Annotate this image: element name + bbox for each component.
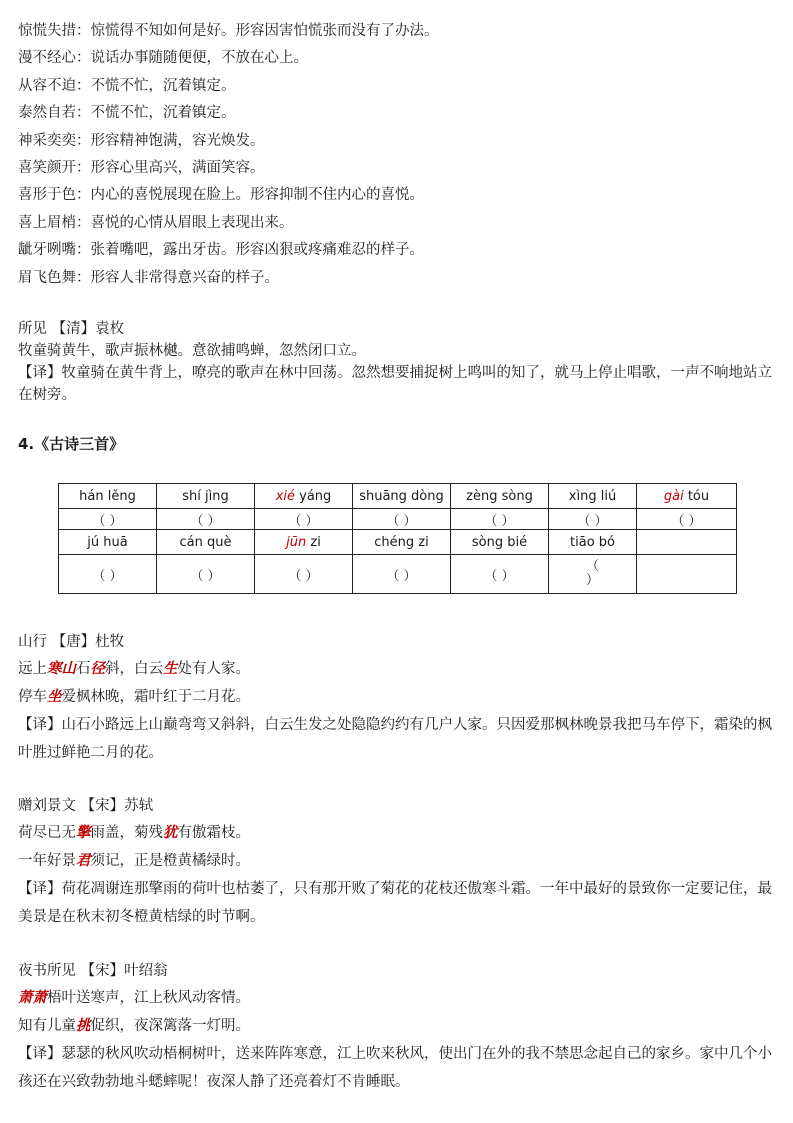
answer-blank[interactable]: （ ） [353, 555, 451, 594]
answer-blank[interactable] [637, 555, 737, 594]
highlight-word: 君 [76, 852, 91, 869]
pinyin-table [58, 483, 737, 594]
highlight-word: 生 [163, 661, 178, 678]
highlight-word: 犹 [163, 825, 178, 842]
answer-blank[interactable]: （ ） [157, 509, 255, 530]
poem-line: 荷尽已无擎雨盖，菊残犹有傲霜枝。 [18, 825, 250, 842]
poem-translation: 【译】牧童骑在黄牛背上，嘹亮的歌声在林中回荡。忽然想要捕捉树上鸣叫的知了，就马上停止唱歌，一声不响地站立在树旁。 [18, 365, 772, 403]
answer-blank[interactable]: （ ） [59, 555, 157, 594]
idiom-item: 喜形于色：内心的喜悦展现在脸上。形容抑制不住内心的喜悦。 [18, 187, 424, 204]
section-heading: 4.《古诗三首》 [18, 435, 125, 453]
highlight-pinyin: jūn [286, 534, 307, 550]
poem-yeshusuojian [18, 958, 778, 1096]
pinyin-cell: shí jìng [157, 484, 255, 509]
answer-blank[interactable]: （ ） [255, 509, 353, 530]
highlight-word: 寒山 [47, 661, 76, 678]
poem-zengliujingwen [18, 793, 778, 931]
pinyin-cell: cán què [157, 530, 255, 555]
poem-title: 山行 【唐】杜牧 [18, 634, 125, 650]
highlight-word: 径 [90, 661, 105, 678]
poem-shanxing [18, 629, 778, 767]
poem-line: 停车坐爱枫林晚，霜叶红于二月花。 [18, 688, 250, 705]
answer-row [59, 509, 737, 530]
pinyin-cell: hán lěng [59, 484, 157, 509]
answer-blank[interactable]: （ ） [549, 509, 637, 530]
answer-blank[interactable]: （ ） [451, 555, 549, 594]
idiom-item: 喜笑颜开：形容心里高兴，满面笑容。 [18, 159, 265, 176]
pinyin-cell: zèng sòng [451, 484, 549, 509]
highlight-pinyin: gài [663, 488, 684, 504]
idiom-item: 喜上眉梢：喜悦的心情从眉眼上表现出来。 [18, 214, 294, 231]
idiom-definition-list [18, 18, 778, 292]
poem-title: 夜书所见 【宋】叶绍翁 [18, 963, 168, 979]
pinyin-cell [637, 530, 737, 555]
pinyin-cell: xìng liú [549, 484, 637, 509]
highlight-word: 挑 [76, 1017, 91, 1034]
pinyin-cell: xié yáng [255, 484, 353, 509]
highlight-word: 坐 [47, 688, 62, 705]
answer-blank[interactable]: （ ） [157, 555, 255, 594]
pinyin-cell: jūn zi [255, 530, 353, 555]
poem-line: 知有儿童挑促织，夜深篱落一灯明。 [18, 1017, 250, 1034]
poem-line: 萧萧梧叶送寒声，江上秋风动客情。 [18, 990, 250, 1007]
highlight-word: 擎 [76, 825, 91, 842]
idiom-item: 神采奕奕：形容精神饱满，容光焕发。 [18, 132, 265, 149]
idiom-item: 漫不经心：说话办事随随便便，不放在心上。 [18, 50, 308, 67]
idiom-item: 从容不迫：不慌不忙，沉着镇定。 [18, 77, 236, 94]
poem-line: 牧童骑黄牛，歌声振林樾。意欲捕鸣蝉，忽然闭口立。 [18, 343, 366, 359]
answer-blank[interactable]: （ ） [255, 555, 353, 594]
idiom-item: 眉飞色舞：形容人非常得意兴奋的样子。 [18, 269, 279, 286]
answer-blank[interactable]: （ ） [59, 509, 157, 530]
pinyin-cell: jú huā [59, 530, 157, 555]
answer-row [59, 555, 737, 594]
highlight-pinyin: xié [275, 488, 295, 504]
poem-title: 赠刘景文 【宋】苏轼 [18, 798, 154, 814]
highlight-word: 萧萧 [18, 990, 47, 1007]
answer-blank[interactable]: （ ） [353, 509, 451, 530]
idiom-item: 龇牙咧嘴：张着嘴吧，露出牙齿。形容凶狠或疼痛难忍的样子。 [18, 242, 424, 259]
poem-line: 远上寒山石径斜，白云生处有人家。 [18, 661, 250, 678]
poem-translation: 【译】瑟瑟的秋风吹动梧桐树叶，送来阵阵寒意，江上吹来秋风，使出门在外的我不禁思念起自己的家乡。家中几个小孩还在兴致勃勃地斗蟋蟀呢！夜深人静了还亮着灯不肯睡眠。 [18, 1046, 772, 1091]
pinyin-cell: shuāng dòng [353, 484, 451, 509]
pinyin-row [59, 484, 737, 509]
answer-blank[interactable]: （ ） [637, 509, 737, 530]
pinyin-cell: chéng zi [353, 530, 451, 555]
pinyin-cell: gài tóu [637, 484, 737, 509]
poem-translation: 【译】山石小路远上山巅弯弯又斜斜，白云生发之处隐隐约约有几户人家。只因爱那枫林晚景我把马车停下，霜染的枫叶胜过鲜艳二月的花。 [18, 717, 772, 762]
poem-title: 所见 【清】袁枚 [18, 321, 125, 337]
poem-suojian [18, 318, 778, 406]
idiom-item: 惊慌失措：惊慌得不知如何是好。形容因害怕慌张而没有了办法。 [18, 23, 439, 39]
pinyin-cell: tiāo bó [549, 530, 637, 555]
poem-line: 一年好景君须记，正是橙黄橘绿时。 [18, 852, 250, 869]
pinyin-row [59, 530, 737, 555]
poem-translation: 【译】荷花凋谢连那擎雨的荷叶也枯萎了，只有那开败了菊花的花枝还傲寒斗霜。一年中最好的景致你一定要记住，最美景是在秋末初冬橙黄桔绿的时节啊。 [18, 881, 772, 926]
answer-blank[interactable]: （ ） [549, 555, 637, 594]
pinyin-cell: sòng bié [451, 530, 549, 555]
answer-blank[interactable]: （ ） [451, 509, 549, 530]
idiom-item: 泰然自若：不慌不忙，沉着镇定。 [18, 105, 236, 122]
